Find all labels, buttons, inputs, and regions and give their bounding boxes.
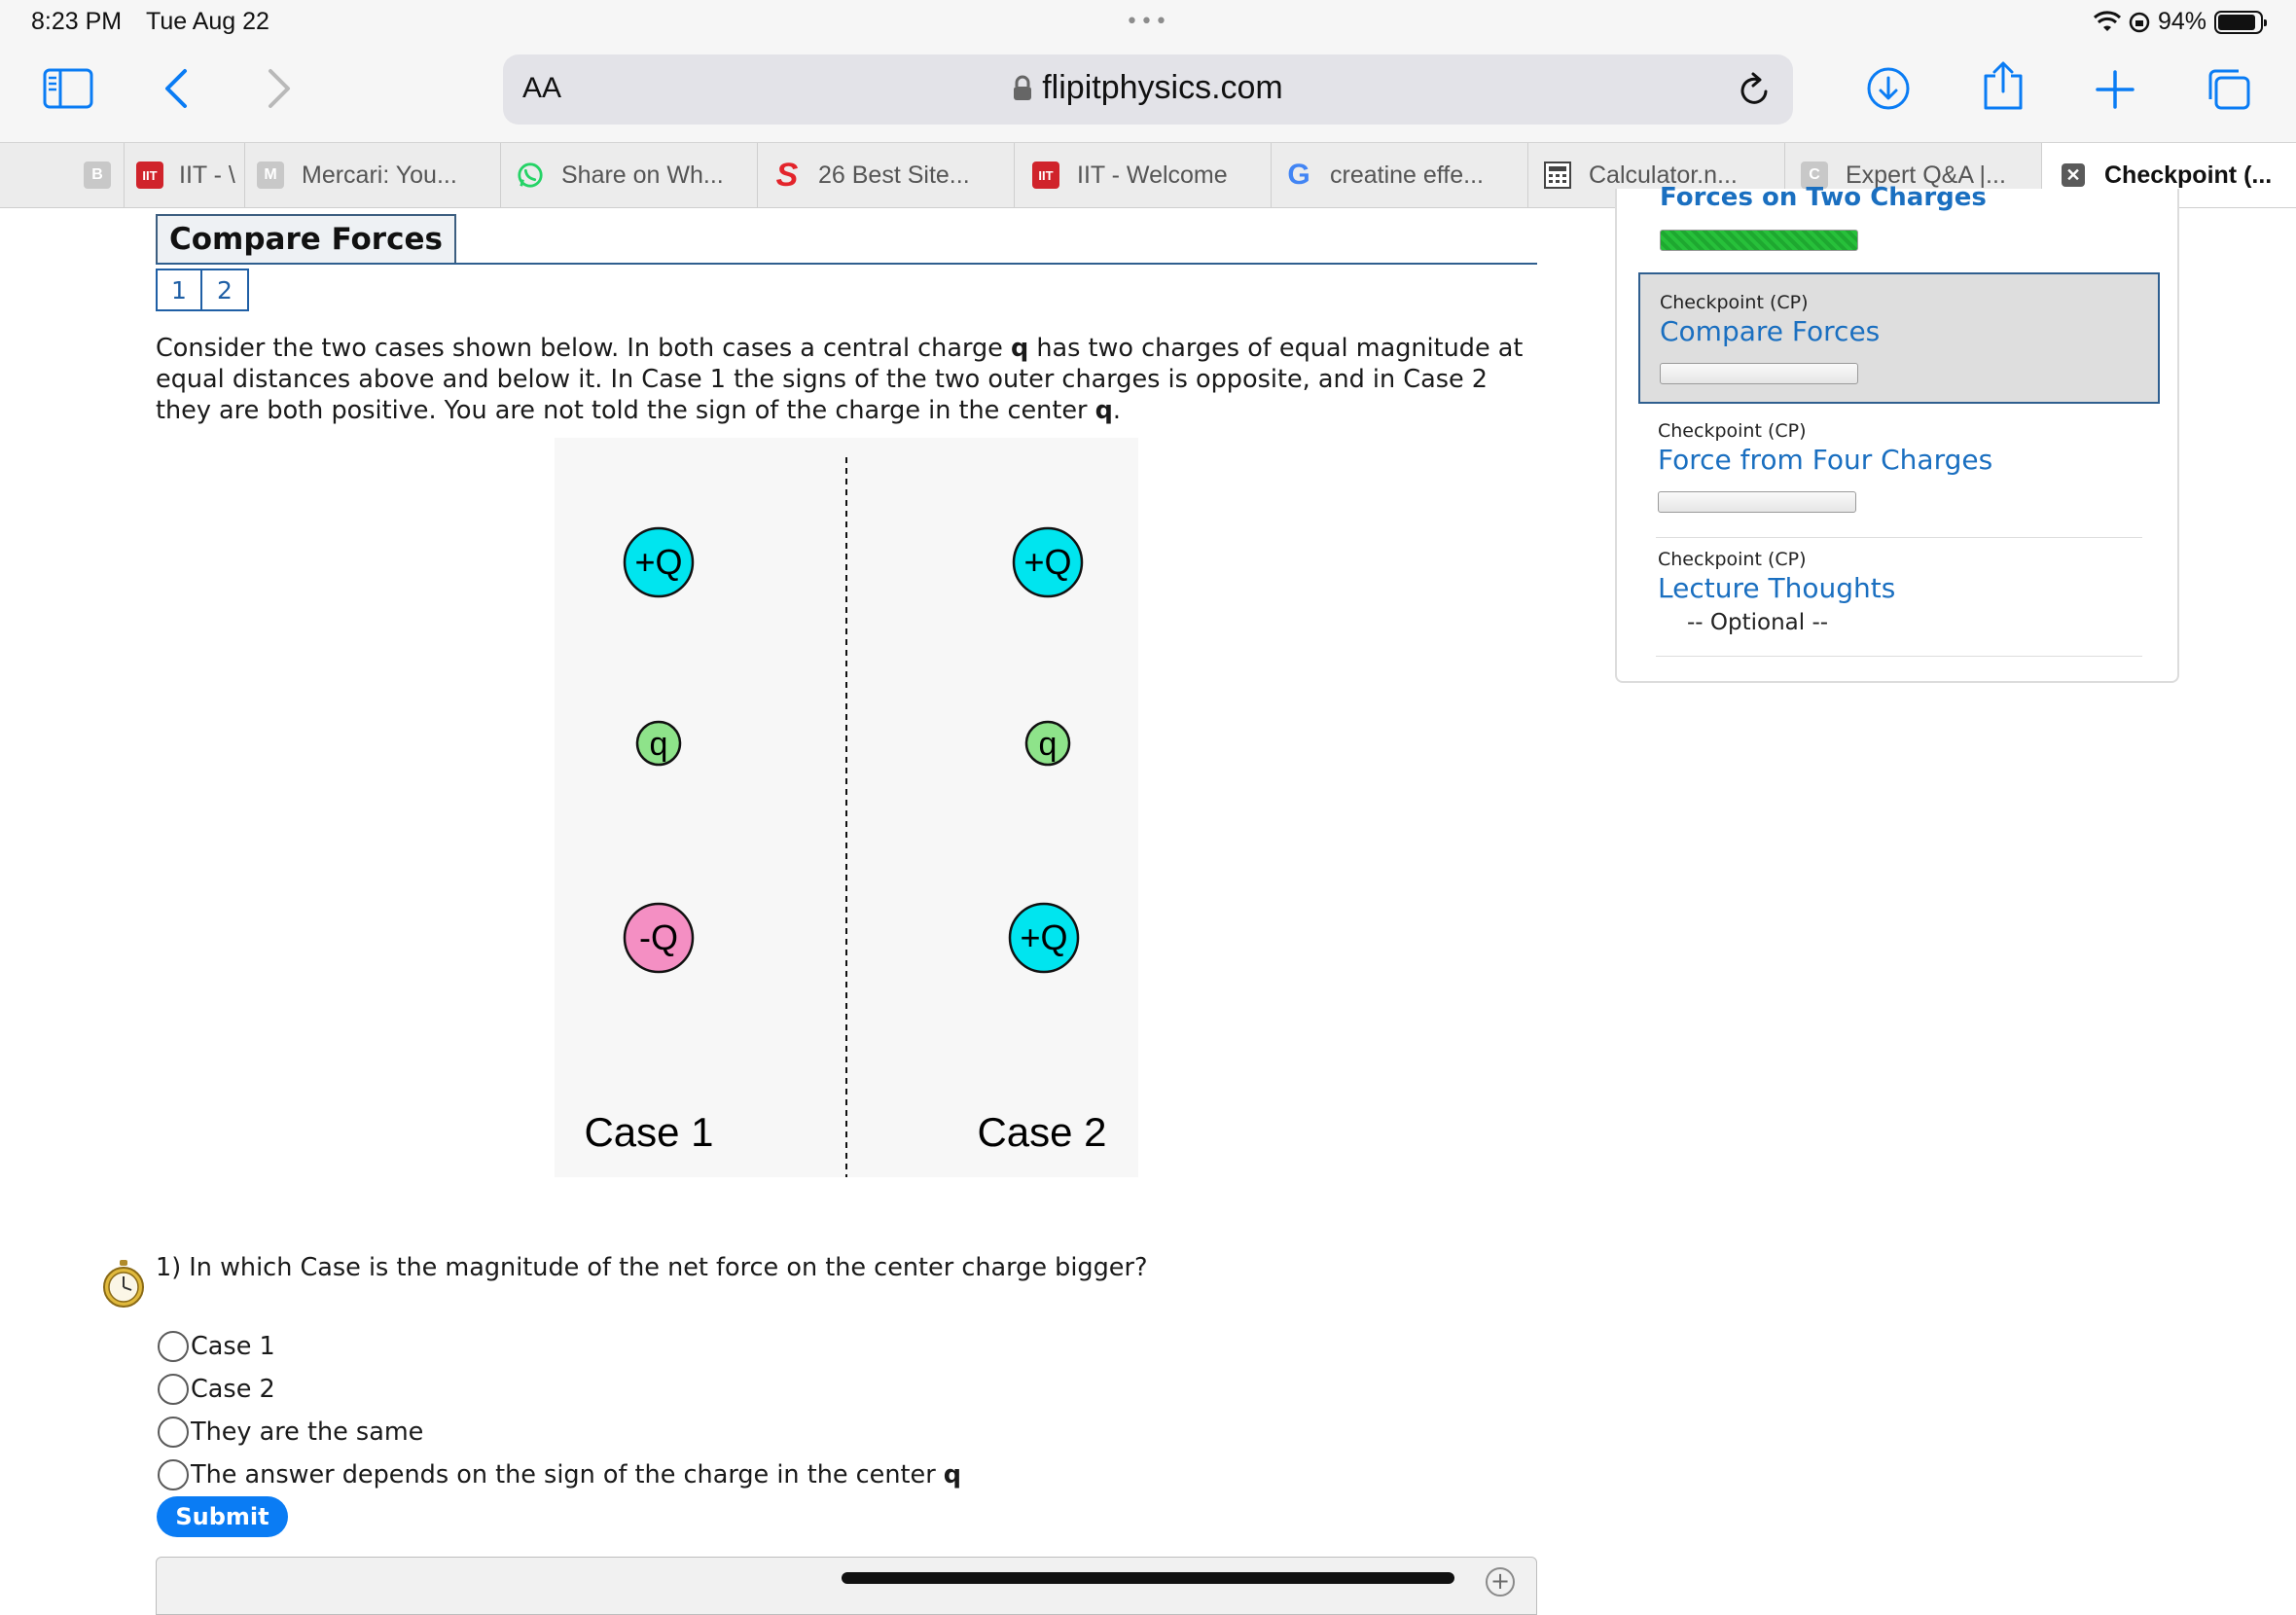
iit-favicon-icon: IIT: [136, 162, 163, 189]
sidebar-item-force-four-charges[interactable]: [1638, 403, 2160, 530]
sidebar-item-kind: Checkpoint (CP): [1660, 292, 1809, 313]
sidebar-item-compare-forces[interactable]: [1638, 272, 2160, 404]
battery-icon: [2214, 11, 2263, 34]
tab-1[interactable]: [124, 143, 242, 207]
radio-button[interactable]: [158, 1459, 189, 1490]
sidebar-item-note: -- Optional --: [1687, 610, 1829, 635]
stopwatch-icon: [101, 1259, 146, 1310]
radio-button[interactable]: [158, 1374, 189, 1405]
new-tab-icon[interactable]: [2096, 70, 2135, 109]
sidebar-item-title[interactable]: Lecture Thoughts: [1658, 572, 1896, 604]
tab-label: Share on Wh...: [561, 161, 724, 189]
case2-label: Case 2: [977, 1109, 1107, 1155]
sidebar-item-progress: [1658, 491, 1856, 513]
tab-label: creatine effe...: [1330, 161, 1484, 189]
battery-percent: 94%: [2157, 8, 2206, 35]
chegg-favicon-icon: C: [1801, 162, 1828, 189]
case2-center-label: q: [1038, 726, 1058, 763]
option-label: Case 1: [191, 1332, 275, 1361]
expand-plus-icon[interactable]: +: [1486, 1567, 1515, 1597]
mercari-favicon-icon: M: [257, 162, 284, 189]
sidebar-divider: [1656, 656, 2142, 657]
iit-favicon-icon: IIT: [1032, 162, 1059, 189]
tab-label: Mercari: You...: [302, 161, 457, 189]
sidebar-toggle-icon[interactable]: [43, 68, 93, 109]
tab-5[interactable]: [1014, 143, 1270, 207]
option-case-2[interactable]: [158, 1368, 961, 1411]
back-icon[interactable]: [163, 68, 189, 109]
url-text: flipitphysics.com: [1042, 69, 1283, 106]
option-label: Case 2: [191, 1375, 275, 1404]
option-same[interactable]: [158, 1411, 961, 1454]
question-text: 1) In which Case is the magnitude of the net force on the center charge bigger?: [156, 1253, 1148, 1282]
tab-6[interactable]: [1271, 143, 1526, 207]
tab-label: 26 Best Site...: [818, 161, 970, 189]
download-icon[interactable]: [1866, 66, 1911, 111]
bottom-panel: [156, 1557, 1537, 1615]
tab-favicon-icon: B: [84, 162, 111, 189]
answer-options: [158, 1325, 961, 1496]
orientation-lock-icon: [2129, 12, 2150, 33]
page-pagination: [156, 269, 249, 311]
submit-button[interactable]: Submit: [157, 1496, 288, 1537]
sidebar-item-kind: Checkpoint (CP): [1658, 549, 1807, 570]
tab-label: IIT - \: [179, 161, 235, 189]
case2-bottom-label: +Q: [1020, 917, 1068, 957]
sidebar-item-lecture-thoughts[interactable]: [1638, 531, 2160, 653]
lock-icon: [1013, 76, 1032, 101]
radio-button[interactable]: [158, 1417, 189, 1448]
wifi-icon: [2094, 12, 2121, 33]
sidebar-prev-progress: [1660, 230, 1858, 251]
intro-text: Consider the two cases shown below. In both cases a central charge q has two charges of equal magnitude at equal distances above and below it. In Case 1 the signs of the two outer charges is opposite, and in Case 2 they are both positive. You are not told the sign of the charge in the center q.: [156, 334, 1524, 425]
sidebar-item-kind: Checkpoint (CP): [1658, 420, 1807, 442]
tab-3[interactable]: [500, 143, 756, 207]
sidebar-item-progress: [1660, 363, 1858, 384]
tab-4[interactable]: [757, 143, 1013, 207]
case1-bottom-label: -Q: [639, 917, 678, 957]
whatsapp-icon: [517, 162, 544, 189]
share-icon[interactable]: [1983, 60, 2024, 111]
case1-center-label: q: [649, 726, 668, 763]
charges-diagram: [555, 438, 1138, 1177]
address-bar[interactable]: [503, 54, 1793, 125]
s-brand-favicon-icon: S: [775, 156, 799, 194]
case1-top-label: +Q: [634, 542, 683, 582]
sidebar-prev-title[interactable]: Forces on Two Charges: [1660, 183, 1987, 212]
option-case-1[interactable]: [158, 1325, 961, 1368]
browser-chrome: [0, 0, 2296, 208]
checkpoint-sidebar: [1615, 183, 2179, 683]
page-content: [0, 183, 2296, 1596]
option-label: They are the same: [191, 1418, 424, 1447]
tab-label: Checkpoint (...: [2104, 161, 2273, 189]
page-button-2[interactable]: 2: [202, 269, 249, 311]
reload-icon[interactable]: [1739, 72, 1772, 107]
close-tab-icon[interactable]: ✕: [2062, 163, 2085, 187]
multitasking-dots-icon[interactable]: •••: [1126, 10, 1169, 34]
option-label: The answer depends on the sign of the charge in the center q: [191, 1460, 962, 1489]
page-title: Compare Forces: [156, 214, 456, 263]
status-time: 8:23 PM: [31, 8, 123, 35]
tab-label: Expert Q&A |...: [1846, 161, 2006, 189]
tabs-overview-icon[interactable]: [2206, 68, 2251, 111]
reader-aa-button[interactable]: AA: [522, 72, 562, 104]
google-favicon-icon: G: [1287, 159, 1310, 191]
tab-label: IIT - Welcome: [1077, 161, 1228, 189]
tab-2[interactable]: [244, 143, 499, 207]
tab-label: Calculator.n...: [1589, 161, 1738, 189]
home-indicator[interactable]: [842, 1572, 1454, 1584]
case1-label: Case 1: [584, 1109, 714, 1155]
option-depends[interactable]: [158, 1454, 961, 1496]
heading-divider: [156, 263, 1537, 265]
status-date: Tue Aug 22: [146, 8, 269, 35]
case2-top-label: +Q: [1023, 542, 1072, 582]
forward-icon[interactable]: [267, 68, 292, 109]
radio-button[interactable]: [158, 1331, 189, 1362]
status-indicators: [2094, 8, 2263, 36]
tab-0[interactable]: [0, 143, 103, 207]
sidebar-item-title[interactable]: Compare Forces: [1660, 315, 1881, 347]
page-button-1[interactable]: 1: [156, 269, 202, 311]
calculator-favicon-icon: [1544, 162, 1571, 189]
sidebar-item-title[interactable]: Force from Four Charges: [1658, 444, 1993, 476]
